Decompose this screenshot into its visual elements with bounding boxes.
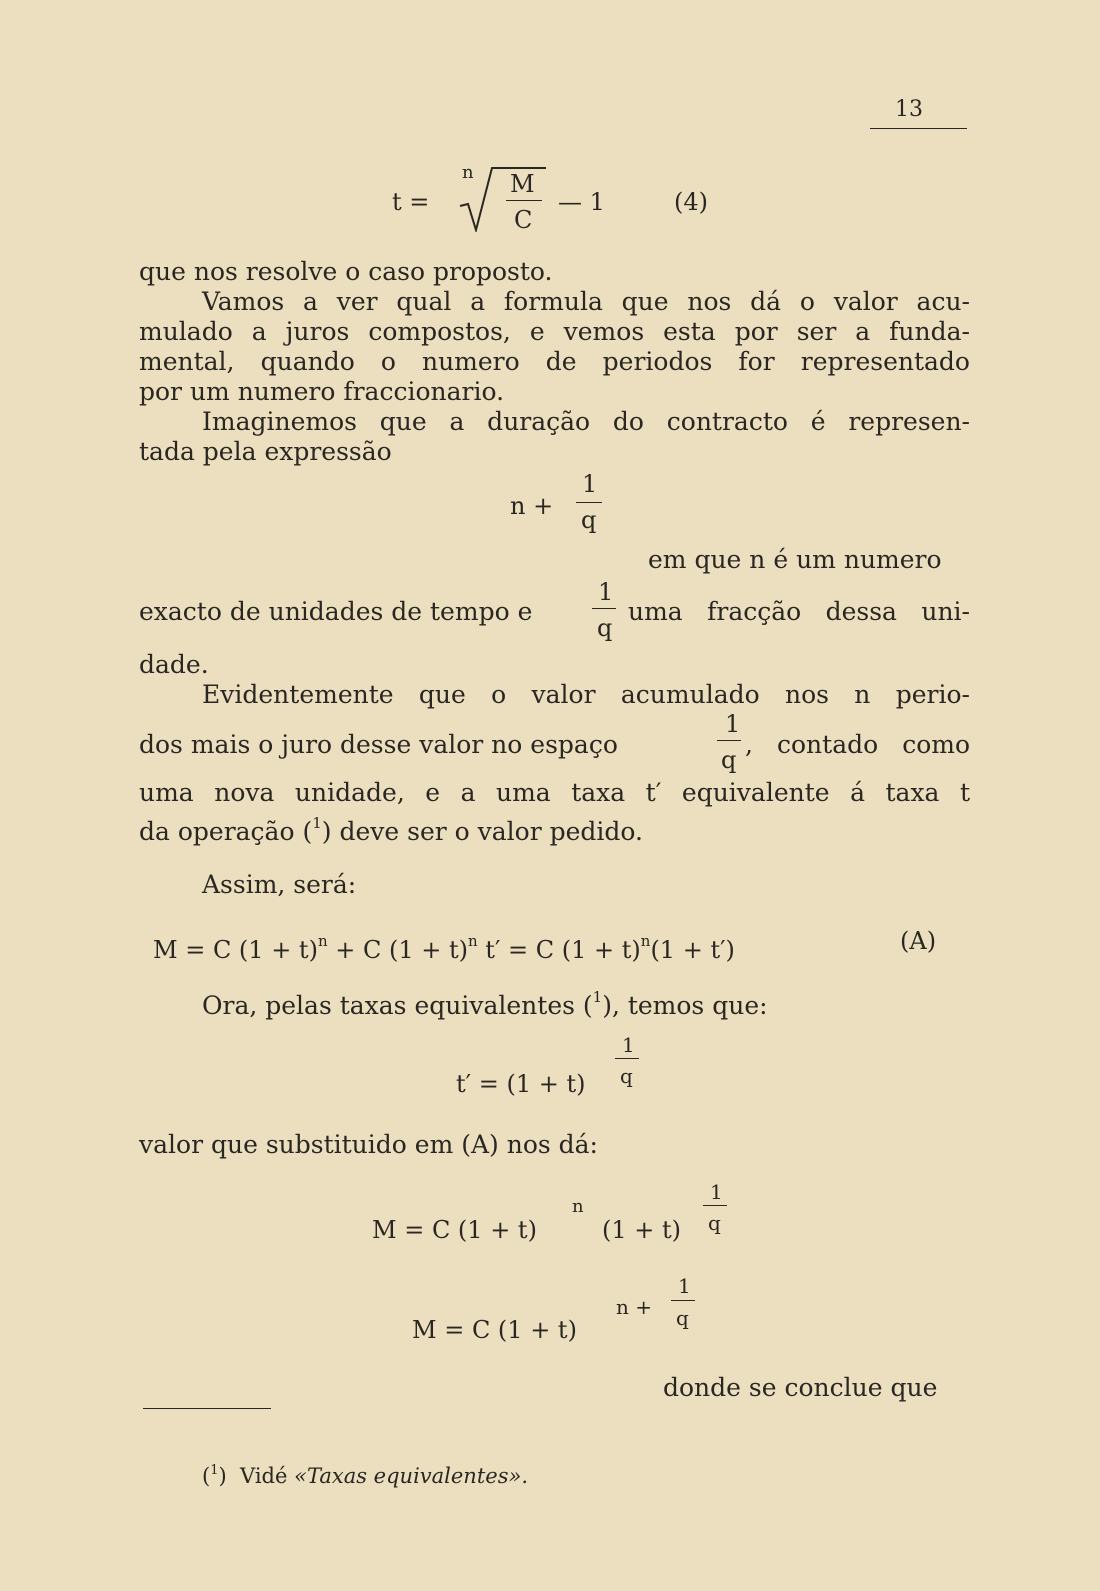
text-line: dade.	[139, 650, 209, 679]
footnote-marker: 1	[210, 1463, 219, 1478]
text-line: tada pela expressão	[139, 437, 392, 466]
footnote: ($^1$) Vidé «Taxas equivalentes».	[202, 1463, 529, 1488]
equation-t-prime: t′ = (1 + t)	[456, 1070, 586, 1098]
root-numerator: M	[510, 170, 535, 198]
equation-m2-exponent: n +	[616, 1295, 652, 1319]
text-line: mulado a juros compostos, e vemos esta por ser a funda-	[139, 317, 970, 346]
footnote-ref: 1	[592, 988, 603, 1006]
text-part: ), temos que:	[602, 991, 768, 1020]
exponent-fraction-bar	[703, 1205, 727, 1206]
text-line: , contado como	[745, 730, 970, 759]
text-part: Ora, pelas taxas equivalentes (	[202, 991, 593, 1020]
equation-4-label: (4)	[674, 188, 708, 216]
inline-fraction-numerator: 1	[598, 578, 614, 606]
equation-m1-base: M = C (1 + t)	[372, 1216, 537, 1244]
expression-denominator: q	[581, 506, 597, 534]
text-line: em que n é um numero	[648, 545, 942, 574]
equation-a-part: (1 + t′)	[650, 936, 735, 964]
equation-a-part: t′ = C (1 + t)	[477, 936, 641, 964]
text-line	[202, 982, 768, 1021]
equation-a	[153, 926, 735, 965]
text-line: por um numero fraccionario.	[139, 377, 505, 406]
text-line: dos mais o juro desse valor no espaço	[139, 730, 618, 759]
text-line: Evidentemente que o valor acumulado nos n perio-	[202, 680, 970, 709]
equation-m2-base: M = C (1 + t)	[412, 1316, 577, 1344]
header-rule	[870, 128, 967, 129]
text-line: que nos resolve o caso proposto.	[139, 257, 553, 286]
text-line: Vamos a ver qual a formula que nos dá o valor acu-	[202, 287, 970, 316]
footnote-rule	[143, 1408, 271, 1409]
exponent-numerator: 1	[710, 1180, 723, 1204]
text-line: Imaginemos que a duração do contracto é represen-	[202, 407, 970, 436]
text-part: ) deve ser o valor pedido.	[321, 817, 643, 846]
root-denominator: C	[514, 206, 533, 234]
text-line	[139, 808, 643, 847]
inline-fraction-bar	[717, 740, 741, 741]
footnote-ref: 1	[312, 814, 322, 832]
text-line: uma fracção dessa uni-	[628, 597, 970, 626]
exponent-fraction-bar	[671, 1300, 695, 1301]
inline-fraction-denominator: q	[721, 746, 737, 774]
equation-a-exponent: n	[468, 932, 478, 950]
equation-4-minus-one: — 1	[558, 188, 605, 216]
equation-m1-base2: (1 + t)	[602, 1216, 682, 1244]
inline-fraction-bar	[592, 608, 616, 609]
inline-fraction-denominator: q	[597, 614, 613, 642]
exponent-denominator: q	[708, 1211, 721, 1235]
equation-a-part: + C (1 + t)	[327, 936, 468, 964]
exponent-denominator: q	[676, 1306, 689, 1330]
exponent-numerator: 1	[622, 1033, 635, 1057]
exponent-numerator: 1	[678, 1274, 691, 1298]
equation-a-part: M = C (1 + t)	[153, 936, 318, 964]
text-line: Assim, será:	[202, 870, 357, 899]
text-line: valor que substituido em (A) nos dá:	[139, 1130, 598, 1159]
equation-a-label: (A)	[900, 927, 937, 955]
equation-a-exponent: n	[317, 932, 328, 950]
footnote-text: Vidé	[240, 1464, 288, 1488]
footnote-title: «Taxas equivalentes».	[294, 1464, 529, 1488]
text-line: exacto de unidades de tempo e	[139, 597, 533, 626]
exponent-fraction-bar	[615, 1058, 639, 1059]
equation-4-lhs: t =	[392, 188, 430, 216]
text-line: donde se conclue que	[663, 1373, 938, 1402]
equation-4	[392, 162, 722, 242]
text-line: uma nova unidade, e a uma taxa t′ equivalente á taxa t	[139, 778, 970, 807]
text-part: da operação (	[139, 817, 313, 846]
equation-a-exponent: n	[640, 932, 651, 950]
expression-numerator: 1	[582, 470, 598, 498]
exponent-denominator: q	[620, 1064, 633, 1088]
root-index: n	[462, 162, 474, 183]
root-fraction-bar	[506, 200, 542, 201]
expression-fraction-bar	[576, 502, 602, 503]
inline-fraction-numerator: 1	[725, 710, 741, 738]
text-line: mental, quando o numero de periodos for representado	[139, 347, 970, 376]
page-number: 13	[895, 97, 923, 122]
equation-m1-exponent: n	[572, 1196, 584, 1217]
expression-n-plus: n +	[510, 492, 554, 520]
